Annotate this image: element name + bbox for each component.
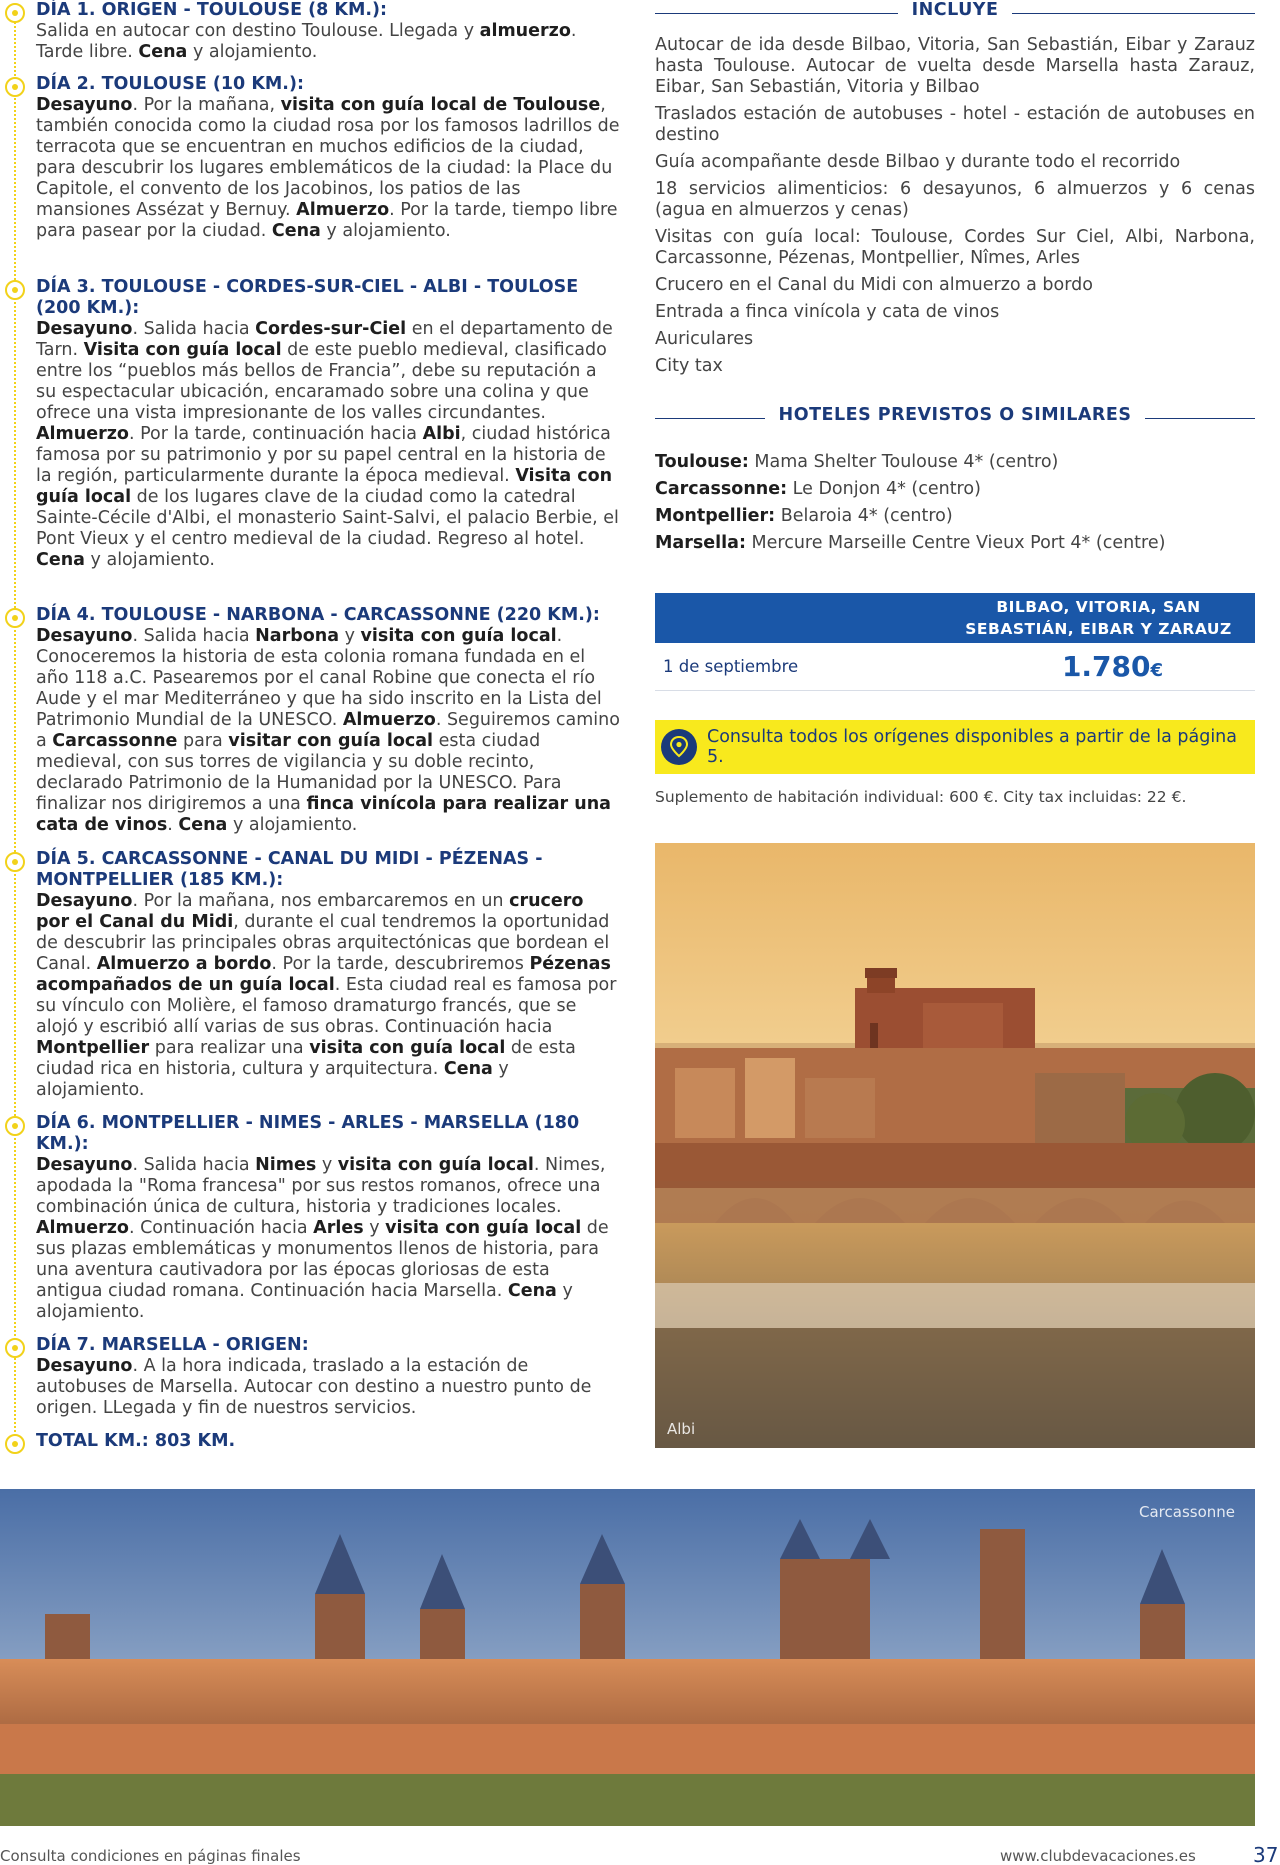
price-origin-header: BILBAO, VITORIA, SAN SEBASTIÁN, EIBAR Y ZARAUZ: [655, 593, 1255, 643]
hotel-item: Marsella: Mercure Marseille Centre Vieux Port 4* (centre): [655, 533, 1166, 553]
day-text: Salida en autocar con destino Toulouse. Llegada y almuerzo. Tarde libre. Cena y alojamiento.: [36, 21, 577, 62]
day-title: DÍA 4. TOULOUSE - NARBONA - CARCASSONNE (220 KM.):: [36, 605, 600, 625]
includes-item: Entrada a finca vinícola y cata de vinos: [655, 302, 1000, 322]
supplement-text: Suplemento de habitación individual: 600 €. City tax incluidas: 22 €.: [655, 788, 1187, 806]
total-km: [0, 1431, 620, 1452]
footer-conditions: Consulta condiciones en páginas finales: [0, 1847, 301, 1865]
includes-item: Crucero en el Canal du Midi con almuerzo a bordo: [655, 275, 1093, 295]
albi-photo: [655, 843, 1255, 1448]
day-marker-icon: [5, 852, 25, 872]
day-marker-icon: [5, 77, 25, 97]
day-text: Desayuno. Por la mañana, visita con guía local de Toulouse, también conocida como la ciudad rosa por los famosos ladrillos de terracota que se encuentran en muchos edificios de la ciudad, para descubrir los lugares emblemáticos de la ciudad: la Place du Capitole, el convento de los Jacobinos, los patios de las mansiones Assézat y Bernuy. Almuerzo. Por la tarde, tiempo libre para pasear por la ciudad. Cena y alojamiento.: [36, 95, 620, 241]
day-marker-icon: [5, 280, 25, 300]
day-1: [0, 0, 620, 63]
day-marker-icon: [5, 1434, 25, 1454]
origins-notice: [655, 720, 1255, 774]
hotel-item: Montpellier: Belaroia 4* (centro): [655, 506, 953, 526]
carcassonne-caption: Carcassonne: [1139, 1503, 1235, 1521]
hotel-item: Carcassonne: Le Donjon 4* (centro): [655, 479, 981, 499]
day-text: Desayuno. Salida hacia Nimes y visita con guía local. Nimes, apodada la "Roma francesa" por sus restos romanos, ofrece una combinación única de cultura, historia y tradiciones locales. Almuerzo. Continuación hacia Arles y visita con guía local de sus plazas emblemáticas y monumentos llenos de historia, para una aventura cautivadora por las épocas gloriosas de esta antigua ciudad romana. Continuación hacia Marsella. Cena y alojamiento.: [36, 1155, 609, 1322]
day-marker-icon: [5, 608, 25, 628]
day-text: Desayuno. A la hora indicada, traslado a la estación de autobuses de Marsella. Autocar con destino a nuestro punto de origen. LLegada y fin de nuestros servicios.: [36, 1356, 592, 1418]
day-title: DÍA 1. ORIGEN - TOULOUSE (8 KM.):: [36, 0, 388, 20]
footer-website-link[interactable]: www.clubdevacaciones.es: [1000, 1847, 1196, 1865]
includes-item: Autocar de ida desde Bilbao, Vitoria, San Sebastián, Eibar y Zarauz hasta Toulouse. Autocar de vuelta desde Marsella hasta Zarauz, Eibar, San Sebastián, Vitoria y Bilbao: [655, 35, 1255, 97]
price-amount: 1.780€: [1061, 650, 1164, 683]
carcassonne-photo: [0, 1489, 1255, 1826]
day-3: [0, 277, 620, 571]
hotel-item: Toulouse: Mama Shelter Toulouse 4* (centro): [655, 452, 1059, 472]
day-6: [0, 1113, 620, 1323]
includes-item: Visitas con guía local: Toulouse, Cordes Sur Ciel, Albi, Narbona, Carcassonne, Pézenas, Montpellier, Nîmes, Arles: [655, 227, 1255, 268]
page-number: 37: [1253, 1843, 1279, 1865]
day-title: DÍA 2. TOULOUSE (10 KM.):: [36, 74, 304, 94]
day-marker-icon: [5, 3, 25, 23]
departure-date: 1 de septiembre: [663, 657, 799, 676]
day-4: [0, 605, 620, 836]
albi-illustration: [655, 843, 1255, 1448]
day-2: [0, 74, 620, 242]
right-column: [655, 0, 1255, 806]
day-text: Desayuno. Salida hacia Narbona y visita con guía local. Conoceremos la historia de esta colonia romana fundada en el año 118 a.C. Pasearemos por el canal Robine que conecta el río Aude y el mar Mediterráneo y que ha sido inscrito en la Lista del Patrimonio Mundial de la UNESCO. Almuerzo. Seguiremos camino a Carcassonne para visitar con guía local esta ciudad medieval, con sus torres de vigilancia y su doble recinto, declarado Patrimonio de la Humanidad por la UNESCO. Para finalizar nos dirigiremos a una finca vinícola para realizar una cata de vinos. Cena y alojamiento.: [36, 626, 620, 835]
day-title: DÍA 7. MARSELLA - ORIGEN:: [36, 1335, 309, 1355]
day-text: Desayuno. Salida hacia Cordes-sur-Ciel en el departamento de Tarn. Visita con guía local de este pueblo medieval, clasificado entre los “pueblos más bellos de Francia”, debe su reputación a su espectacular ubicación, encaramado sobre una colina y que ofrece una vista impresionante de los valles circundantes. Almuerzo. Por la tarde, continuación hacia Albi, ciudad histórica famosa por su patrimonio y por su papel central en la historia de la región, particularmente durante la época medieval. Visita con guía local de los lugares clave de la ciudad como la catedral Sainte-Cécile d'Albi, el monasterio Saint-Salvi, el palacio Berbie, el Pont Vieux y el centro medieval de la ciudad. Regreso al hotel. Cena y alojamiento.: [36, 319, 619, 570]
day-text: Desayuno. Por la mañana, nos embarcaremos en un crucero por el Canal du Midi, durante el cual tendremos la oportunidad de descubrir las principales obras arquitectónicas que bordean el Canal. Almuerzo a bordo. Por la tarde, descubriremos Pézenas acompañados de un guía local. Esta ciudad real es famosa por su vínculo con Molière, el famoso dramaturgo francés, que se alojó y escribió allí varias de sus obras. Continuación hacia Montpellier para realizar una visita con guía local de esta ciudad rica en historia, cultura y arquitectura. Cena y alojamiento.: [36, 891, 617, 1100]
includes-item: City tax: [655, 356, 723, 376]
includes-item: 18 servicios alimenticios: 6 desayunos, 6 almuerzos y 6 cenas (agua en almuerzos y cenas): [655, 179, 1255, 220]
albi-caption: Albi: [667, 1420, 696, 1438]
day-title: DÍA 5. CARCASSONNE - CANAL DU MIDI - PÉZENAS - MONTPELLIER (185 KM.):: [36, 849, 543, 890]
location-pin-icon: [661, 729, 697, 765]
day-marker-icon: [5, 1338, 25, 1358]
includes-list: [655, 35, 1255, 377]
total-km-title: TOTAL KM.: 803 KM.: [36, 1431, 236, 1451]
hotels-list: [655, 452, 1255, 554]
includes-heading: INCLUYE: [655, 0, 1255, 28]
hotels-heading: HOTELES PREVISTOS O SIMILARES: [655, 405, 1255, 433]
day-5: [0, 849, 620, 1101]
day-7: [0, 1335, 620, 1419]
day-title: DÍA 3. TOULOUSE - CORDES-SUR-CIEL - ALBI - TOULOSE (200 KM.):: [36, 277, 579, 318]
includes-item: Auriculares: [655, 329, 754, 349]
day-title: DÍA 6. MONTPELLIER - NIMES - ARLES - MARSELLA (180 KM.):: [36, 1113, 580, 1154]
day-marker-icon: [5, 1116, 25, 1136]
includes-item: Traslados estación de autobuses - hotel - estación de autobuses en destino: [655, 104, 1255, 145]
notice-text: Consulta todos los orígenes disponibles a partir de la página 5.: [707, 727, 1237, 767]
price-row: [655, 643, 1255, 691]
includes-item: Guía acompañante desde Bilbao y durante todo el recorrido: [655, 152, 1181, 172]
carcassonne-illustration: [0, 1489, 1255, 1826]
price-table: [655, 593, 1255, 691]
